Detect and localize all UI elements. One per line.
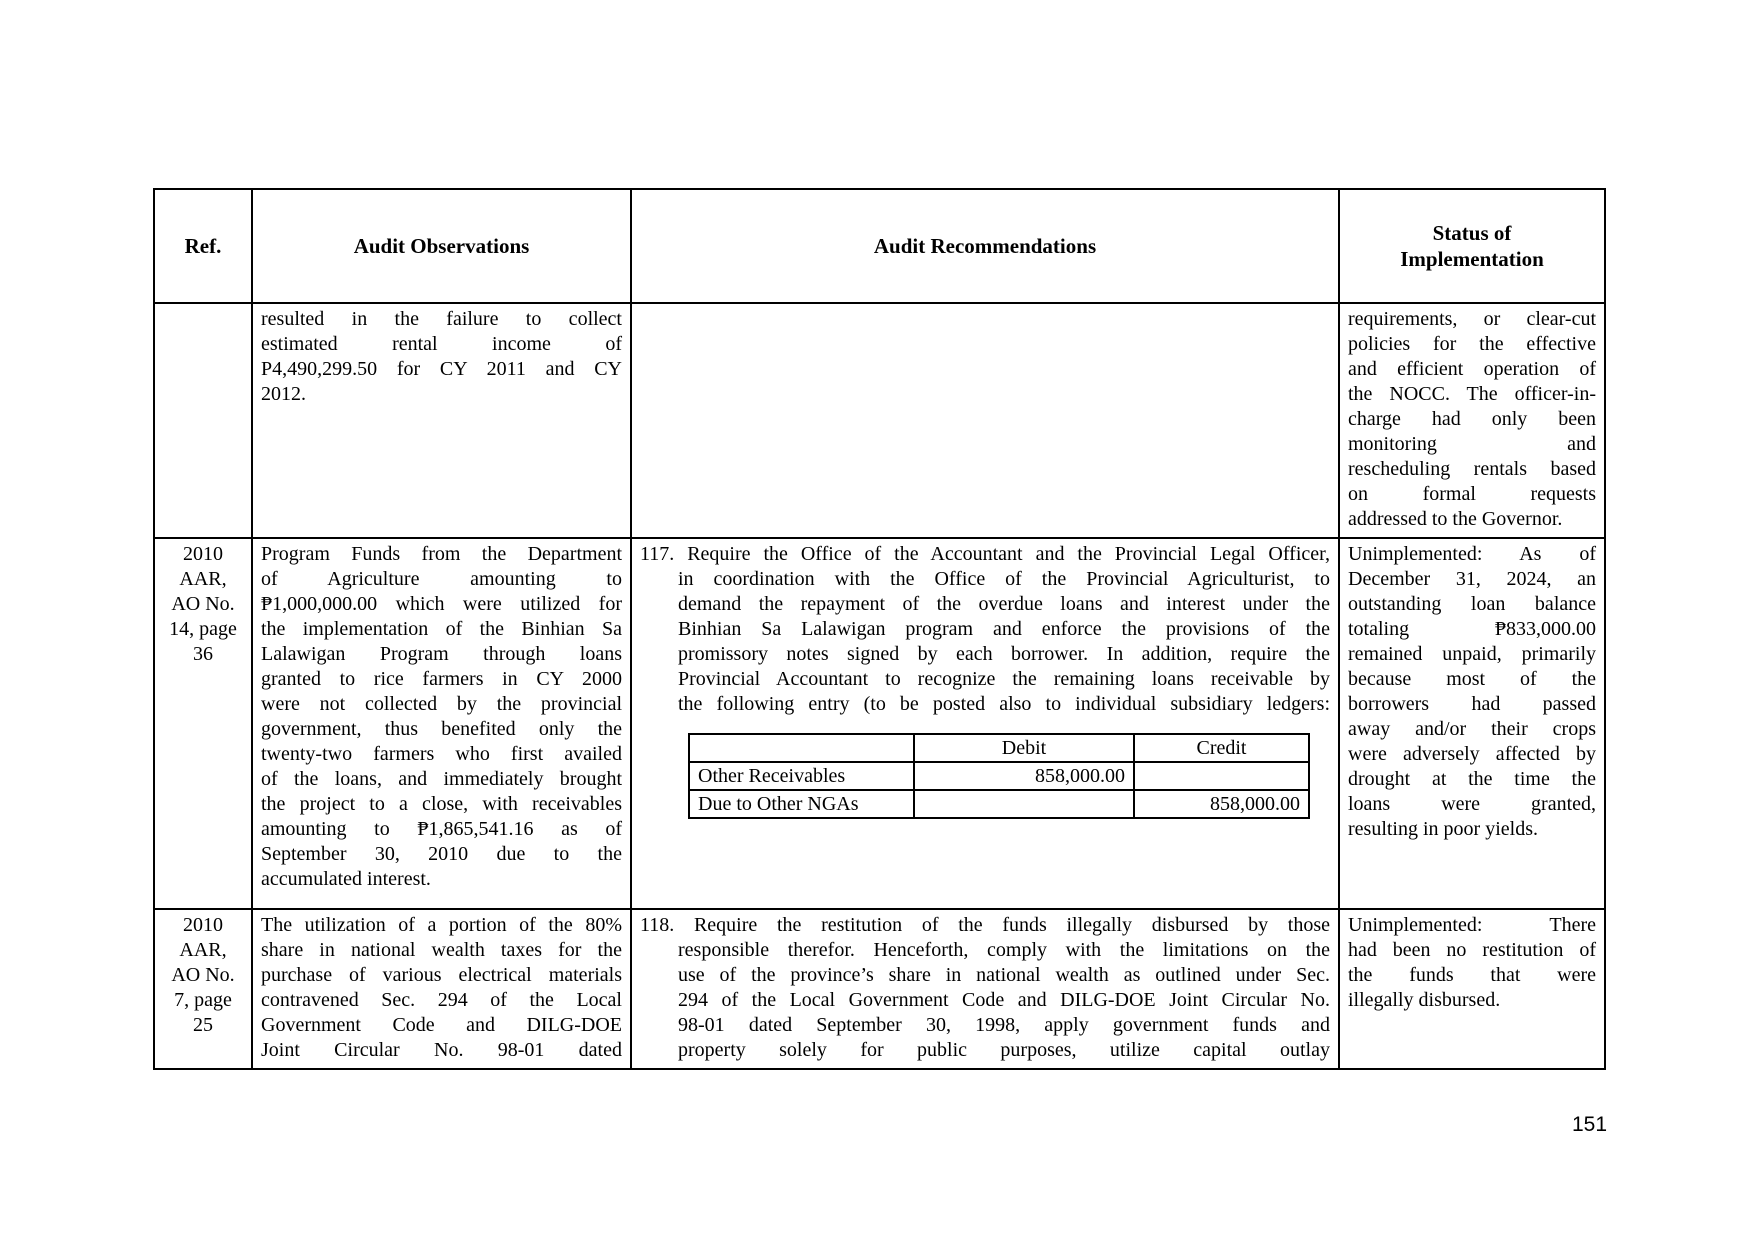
- text-line: the NOCC. The officer-in-: [1348, 383, 1596, 405]
- text-line: Government Code and DILG-DOE: [261, 1014, 622, 1036]
- table-row: [154, 303, 1605, 538]
- text-line: the following entry (to be posted also to individual subsidiary ledgers:: [678, 693, 1330, 715]
- text-line: promissory notes signed by each borrower. In addition, require the: [678, 643, 1330, 665]
- header-audit-observations: Audit Observations: [252, 189, 631, 303]
- text-line: resulting in poor yields.: [1348, 818, 1538, 840]
- recommendations-cell-empty: [631, 303, 1339, 538]
- text-line: 25: [193, 1014, 213, 1036]
- text-line: of Agriculture amounting to: [261, 568, 622, 590]
- text-line: of the loans, and immediately brought: [261, 768, 622, 790]
- text-line: 98-01 dated September 30, 1998, apply government funds and: [678, 1014, 1330, 1036]
- entry-credit-value: [1134, 762, 1309, 790]
- text-line: AO No.: [171, 593, 235, 615]
- page-number: 151: [1572, 1113, 1608, 1136]
- entry-header-row: [689, 734, 1309, 762]
- text-line: resulted in the failure to collect: [261, 308, 622, 330]
- text-line: Implementation: [1400, 247, 1544, 271]
- text-line: because most of the: [1348, 668, 1596, 690]
- text-line: 2012.: [261, 383, 306, 405]
- text-line: 14, page: [169, 618, 237, 640]
- text-line: 117. Require the Office of the Accountant and the Provincial Legal Officer,: [640, 543, 1330, 565]
- text-line: on formal requests: [1348, 483, 1596, 505]
- text-line: totaling ₱833,000.00: [1348, 618, 1596, 640]
- text-line: loans were granted,: [1348, 793, 1596, 815]
- text-line: granted to rice farmers in CY 2000: [261, 668, 622, 690]
- text-line: 294 of the Local Government Code and DILG-DOE Joint Circular No.: [678, 989, 1330, 1011]
- text-line: amounting to ₱1,865,541.16 as of: [261, 818, 622, 840]
- observations-cell: [252, 538, 631, 909]
- text-line: responsible therefor. Henceforth, comply with the limitations on the: [678, 939, 1330, 961]
- entry-header-credit: Credit: [1134, 734, 1309, 762]
- text-line: illegally disbursed.: [1348, 989, 1501, 1011]
- entry-row: [689, 762, 1309, 790]
- text-line: ₱1,000,000.00 which were utilized for: [261, 593, 622, 615]
- recommendation-117-paragraph: [640, 542, 1330, 717]
- status-cell: [1339, 303, 1605, 538]
- text-line: addressed to the Governor.: [1348, 508, 1563, 530]
- text-line: requirements, or clear-cut: [1348, 308, 1596, 330]
- accounting-entry-table: [688, 733, 1310, 819]
- text-line: Status of: [1432, 221, 1512, 245]
- header-ref: Ref.: [154, 189, 252, 303]
- recommendation-118-paragraph: [640, 913, 1330, 1063]
- text-line: demand the repayment of the overdue loans and interest under the: [678, 593, 1330, 615]
- text-line: borrowers had passed: [1348, 693, 1596, 715]
- text-line: government, thus benefited only the: [261, 718, 622, 740]
- text-line: AAR,: [179, 568, 227, 590]
- text-line: were adversely affected by: [1348, 743, 1596, 765]
- text-line: 2010: [183, 543, 223, 565]
- status-cell: [1339, 909, 1605, 1069]
- table-header-row: [154, 189, 1605, 303]
- text-line: accumulated interest.: [261, 868, 431, 890]
- header-status-of-implementation: [1339, 189, 1605, 303]
- text-line: remained unpaid, primarily: [1348, 643, 1596, 665]
- text-line: 118. Require the restitution of the funds illegally disbursed by those: [640, 914, 1330, 936]
- text-line: were not collected by the provincial: [261, 693, 622, 715]
- text-line: estimated rental income of: [261, 333, 622, 355]
- text-line: monitoring and: [1348, 433, 1596, 455]
- recommendations-cell: [631, 909, 1339, 1069]
- table-row: [154, 538, 1605, 909]
- ref-cell: [154, 303, 252, 538]
- entry-account: Due to Other NGAs: [689, 790, 914, 818]
- audit-status-table: [153, 188, 1606, 1070]
- text-line: policies for the effective: [1348, 333, 1596, 355]
- entry-debit-value: 858,000.00: [914, 762, 1134, 790]
- text-line: September 30, 2010 due to the: [261, 843, 622, 865]
- text-line: and efficient operation of: [1348, 358, 1596, 380]
- text-line: share in national wealth taxes for the: [261, 939, 622, 961]
- text-line: outstanding loan balance: [1348, 593, 1596, 615]
- text-line: Lalawigan Program through loans: [261, 643, 622, 665]
- text-line: purchase of various electrical materials: [261, 964, 622, 986]
- text-line: the funds that were: [1348, 964, 1596, 986]
- text-line: Provincial Accountant to recognize the remaining loans receivable by: [678, 668, 1330, 690]
- text-line: the project to a close, with receivables: [261, 793, 622, 815]
- entry-account: Other Receivables: [689, 762, 914, 790]
- header-audit-recommendations: Audit Recommendations: [631, 189, 1339, 303]
- text-line: use of the province’s share in national wealth as outlined under Sec.: [678, 964, 1330, 986]
- text-line: property solely for public purposes, utilize capital outlay: [678, 1039, 1330, 1061]
- text-line: Unimplemented: As of: [1348, 543, 1596, 565]
- ref-cell: [154, 909, 252, 1069]
- text-line: 36: [193, 643, 213, 665]
- text-line: twenty-two farmers who first availed: [261, 743, 622, 765]
- entry-row: [689, 790, 1309, 818]
- text-line: Unimplemented: There: [1348, 914, 1596, 936]
- entry-header-debit: Debit: [914, 734, 1134, 762]
- text-line: AO No.: [171, 964, 235, 986]
- text-line: the implementation of the Binhian Sa: [261, 618, 622, 640]
- text-line: Program Funds from the Department: [261, 543, 622, 565]
- recommendations-cell: [631, 538, 1339, 909]
- text-line: drought at the time the: [1348, 768, 1596, 790]
- text-line: charge had only been: [1348, 408, 1596, 430]
- entry-credit-value: 858,000.00: [1134, 790, 1309, 818]
- status-cell: [1339, 538, 1605, 909]
- text-line: contravened Sec. 294 of the Local: [261, 989, 622, 1011]
- text-line: Joint Circular No. 98-01 dated: [261, 1039, 622, 1061]
- text-line: 2010: [183, 914, 223, 936]
- text-line: 7, page: [174, 989, 232, 1011]
- text-line: had been no restitution of: [1348, 939, 1596, 961]
- entry-debit-value: [914, 790, 1134, 818]
- observations-cell: [252, 303, 631, 538]
- text-line: Binhian Sa Lalawigan program and enforce the provisions of the: [678, 618, 1330, 640]
- text-line: rescheduling rentals based: [1348, 458, 1596, 480]
- observations-cell: [252, 909, 631, 1069]
- text-line: The utilization of a portion of the 80%: [261, 914, 622, 936]
- ref-cell: [154, 538, 252, 909]
- text-line: AAR,: [179, 939, 227, 961]
- text-line: away and/or their crops: [1348, 718, 1596, 740]
- text-line: December 31, 2024, an: [1348, 568, 1596, 590]
- text-line: in coordination with the Office of the Provincial Agriculturist, to: [678, 568, 1330, 590]
- entry-header-account: [689, 734, 914, 762]
- text-line: P4,490,299.50 for CY 2011 and CY: [261, 358, 622, 380]
- table-row: [154, 909, 1605, 1069]
